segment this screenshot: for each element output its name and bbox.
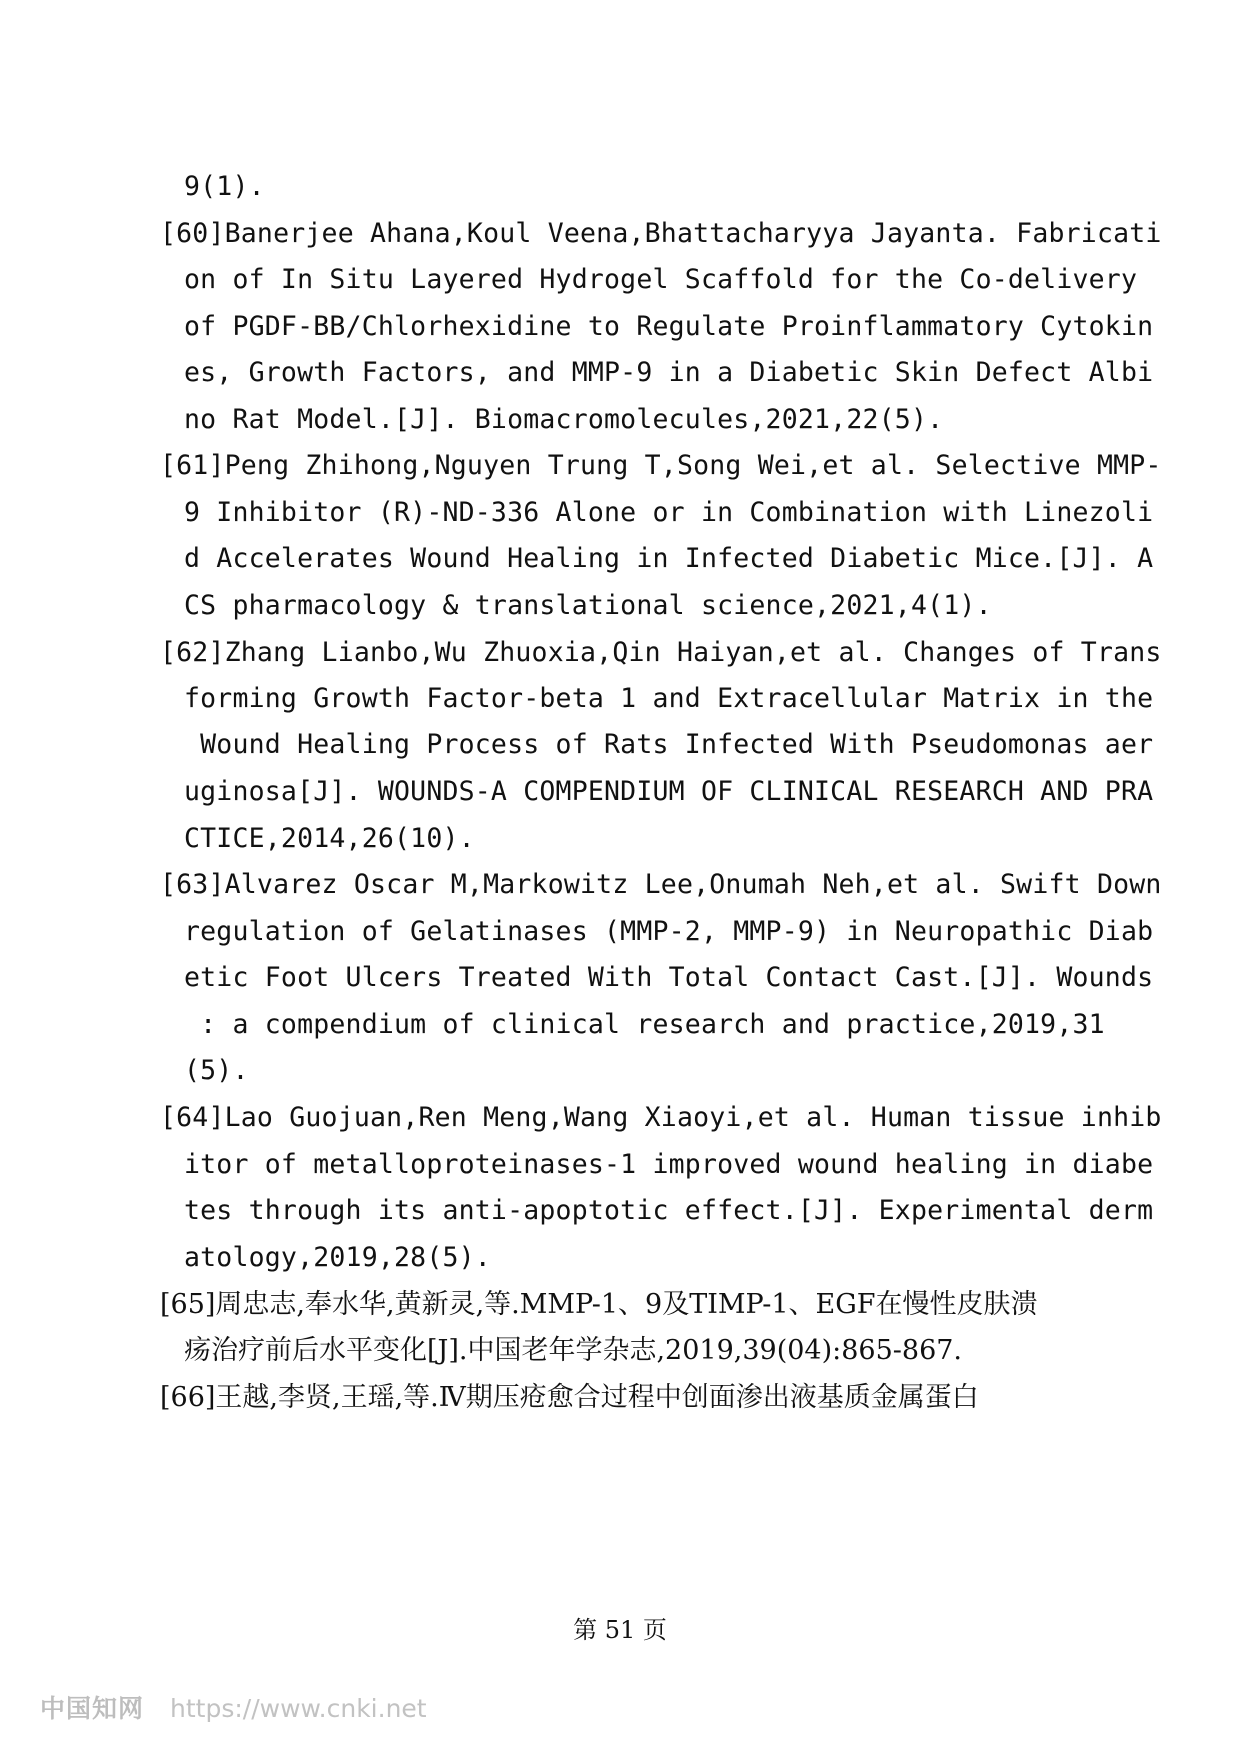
reference-line: CS pharmacology & translational science,2021,4(1). [184, 590, 992, 621]
page-number: 第 51 页 [573, 1616, 667, 1644]
reference-line: of PGDF-BB/Chlorhexidine to Regulate Proinflammatory Cytokin [184, 311, 1154, 342]
reference-line: regulation of Gelatinases (MMP-2, MMP-9) in Neuropathic Diab [184, 916, 1154, 947]
reference-line: [66]王越,李贤,王瑶,等.Ⅳ期压疮愈合过程中创面渗出液基质金属蛋白 [160, 1382, 979, 1413]
reference-line: etic Foot Ulcers Treated With Total Contact Cast.[J]. Wounds [184, 962, 1154, 993]
reference-line: atology,2019,28(5). [184, 1242, 491, 1273]
reference-line: : a compendium of clinical research and practice,2019,31 [184, 1009, 1105, 1040]
reference-line: CTICE,2014,26(10). [184, 823, 475, 854]
reference-line: tes through its anti-apoptotic effect.[J]. Experimental derm [184, 1195, 1154, 1226]
reference-line: no Rat Model.[J]. Biomacromolecules,2021,22(5). [184, 404, 944, 435]
reference-line: on of In Situ Layered Hydrogel Scaffold for the Co-delivery [184, 264, 1138, 295]
watermark [40, 1694, 427, 1724]
reference-line: [60]Banerjee Ahana,Koul Veena,Bhattacharyya Jayanta. Fabricati [160, 218, 1162, 249]
watermark-url: https://www.cnki.net [170, 1694, 427, 1723]
reference-line: [61]Peng Zhihong,Nguyen Trung T,Song Wei,et al. Selective MMP- [160, 450, 1162, 481]
reference-line: es, Growth Factors, and MMP-9 in a Diabetic Skin Defect Albi [184, 357, 1154, 388]
reference-line: uginosa[J]. WOUNDS-A COMPENDIUM OF CLINICAL RESEARCH AND PRA [184, 776, 1154, 807]
reference-line: [65]周忠志,奉水华,黄新灵,等.MMP-1、9及TIMP-1、EGF在慢性皮肤溃 [160, 1289, 1038, 1320]
reference-line: (5). [184, 1055, 249, 1086]
reference-line: forming Growth Factor-beta 1 and Extracellular Matrix in the [184, 683, 1154, 714]
reference-line: [64]Lao Guojuan,Ren Meng,Wang Xiaoyi,et al. Human tissue inhib [160, 1102, 1162, 1133]
reference-line: itor of metalloproteinases-1 improved wound healing in diabe [184, 1149, 1154, 1180]
reference-line: [62]Zhang Lianbo,Wu Zhuoxia,Qin Haiyan,et al. Changes of Trans [160, 637, 1162, 668]
reference-line: [63]Alvarez Oscar M,Markowitz Lee,Onumah Neh,et al. Swift Down [160, 869, 1162, 900]
reference-line: 疡治疗前后水平变化[J].中国老年学杂志,2019,39(04):865-867. [184, 1335, 963, 1366]
watermark-logo: 中国知网 [40, 1694, 145, 1723]
reference-line: d Accelerates Wound Healing in Infected Diabetic Mice.[J]. A [184, 543, 1154, 574]
reference-line: Wound Healing Process of Rats Infected With Pseudomonas aer [184, 729, 1154, 760]
reference-line: 9(1). [184, 171, 265, 202]
reference-line: 9 Inhibitor (R)-ND-336 Alone or in Combination with Linezoli [184, 497, 1154, 528]
